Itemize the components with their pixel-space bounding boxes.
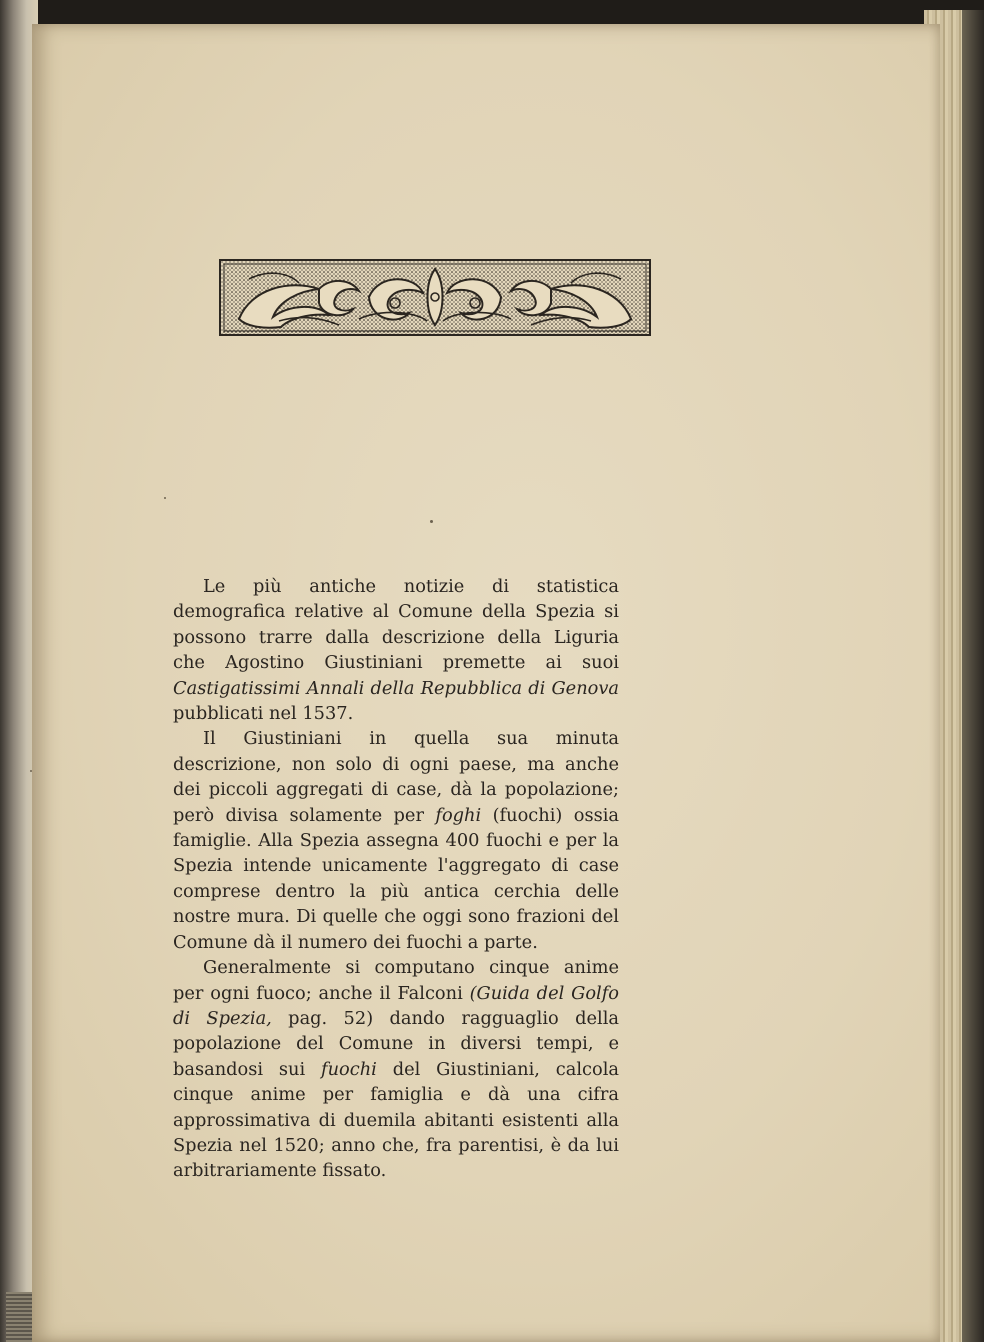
italic-title: fuochi	[321, 1058, 377, 1080]
body-text	[173, 574, 619, 1184]
paper-speck	[430, 520, 433, 523]
text-run: pag. 52) dando ragguaglio della popolazione del Comune in diversi tempi, e basandosi sui	[173, 1007, 619, 1080]
italic-title: Castigatissimi Annali della Repubblica di Genova	[173, 677, 619, 699]
text-run: Le più antiche notizie di statistica demografica relative al Comune della Spezia si possono trarre dalla descrizione della Liguria che Agostino Giustiniani premette ai suoi	[173, 576, 619, 674]
paragraph	[173, 726, 619, 955]
foliate-scroll-headpiece-icon	[219, 259, 651, 336]
paper-speck	[30, 770, 32, 772]
text-run: pubblicati nel 1537.	[173, 703, 354, 725]
paragraph	[173, 955, 619, 1184]
text-run: del Giustiniani, calcola cinque anime per famiglia e dà una cifra approssimativa di duemila abitanti esistenti alla Spezia nel 1520; anno che, fra parentisi, è da lui arbitrariamente fissato.	[173, 1058, 619, 1182]
italic-title: (Guida del Golfo di Spezia,	[173, 982, 619, 1029]
text-run: (fuochi) ossia famiglie. Alla Spezia assegna 400 fuochi e per la Spezia intende unicamente l'aggregato di case comprese dentro la più antica cerchia delle nostre mura. Di quelle che oggi sono frazioni del Comune dà il numero dei fuochi a parte.	[173, 804, 619, 953]
italic-title: foghi	[435, 804, 482, 826]
paragraph	[173, 574, 619, 726]
text-run: Generalmente si computano cinque anime per ogni fuoco; anche il Falconi	[173, 957, 619, 1004]
paper-speck	[164, 497, 166, 499]
text-run: Il Giustiniani in quella sua minuta descrizione, non solo di ogni paese, ma anche dei piccoli aggregati di case, dà la popolazione; però divisa solamente per	[173, 728, 619, 826]
